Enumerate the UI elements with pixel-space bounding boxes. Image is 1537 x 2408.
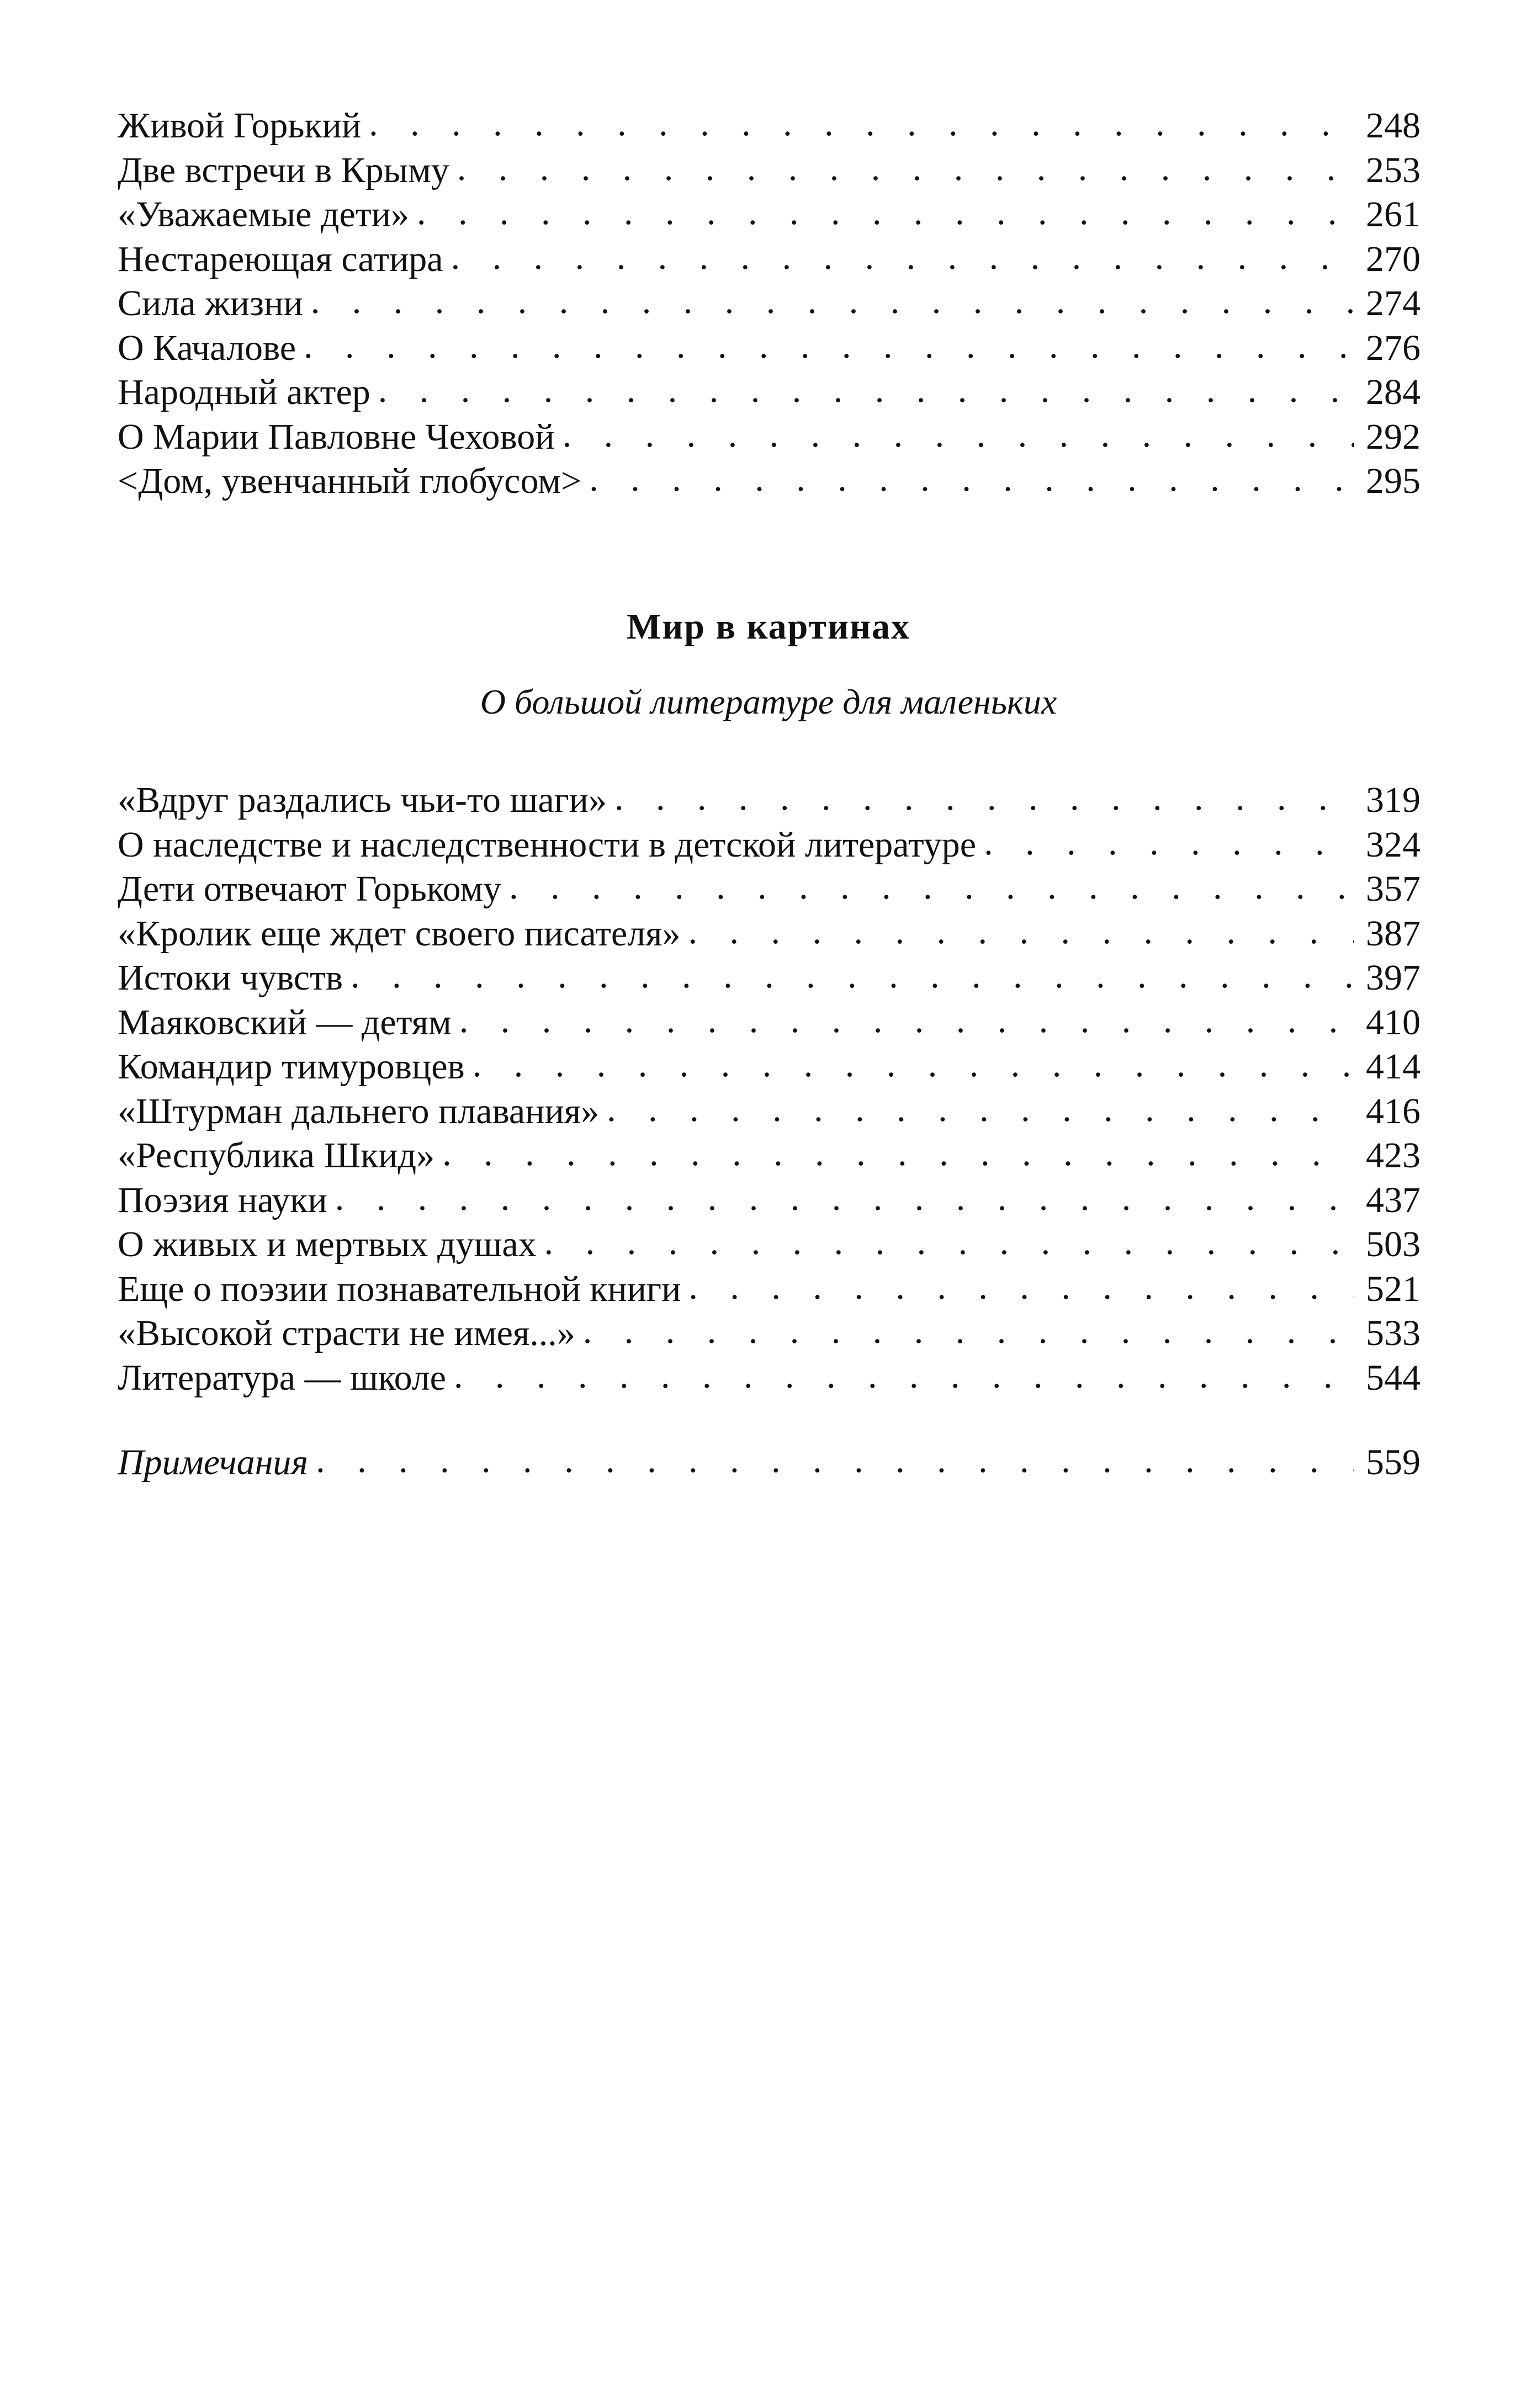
toc-entry-title: Командир тимуровцев [118, 1046, 465, 1087]
dot-leader [544, 1220, 1354, 1264]
toc-entry-title: Истоки чувств [118, 958, 343, 998]
toc-entry [118, 370, 1421, 415]
toc-list-part1 [118, 104, 1421, 504]
toc-entry-page: 387 [1366, 913, 1421, 954]
toc-entry [118, 912, 1421, 956]
toc-entry-notes [118, 1440, 1421, 1485]
toc-entry [118, 326, 1421, 371]
dot-leader [984, 821, 1354, 865]
toc-entry [118, 459, 1421, 504]
dot-leader [451, 235, 1354, 279]
toc-entry [118, 823, 1421, 868]
toc-entry-page: 270 [1366, 238, 1421, 279]
toc-entry-title: «Уважаемые дети» [118, 194, 409, 235]
dot-leader [688, 1265, 1354, 1309]
toc-entry-page: 437 [1366, 1179, 1421, 1220]
toc-entry-title: Две встречи в Крыму [118, 150, 449, 190]
toc-entry-title: Сила жизни [118, 283, 303, 323]
toc-entry-page: 503 [1366, 1224, 1421, 1264]
dot-leader [457, 146, 1354, 190]
dot-leader [311, 279, 1354, 323]
toc-entry-title: Дети отвечают Горькому [118, 869, 502, 909]
dot-leader [614, 776, 1354, 820]
toc-entry [118, 1089, 1421, 1134]
dot-leader [509, 865, 1354, 909]
dot-leader [304, 324, 1354, 368]
toc-entry-page: 544 [1366, 1357, 1421, 1398]
toc-entry [118, 193, 1421, 237]
toc-entry-title: О Марии Павловне Чеховой [118, 416, 555, 457]
toc-notes [118, 1440, 1421, 1485]
dot-leader [607, 1087, 1354, 1131]
toc-entry [118, 1045, 1421, 1089]
toc-entry-page: 521 [1366, 1268, 1421, 1309]
toc-entry-page: 253 [1366, 150, 1421, 190]
toc-entry [118, 1134, 1421, 1178]
toc-entry [118, 415, 1421, 460]
dot-leader [442, 1131, 1354, 1176]
toc-entry-page: 261 [1366, 194, 1421, 235]
toc-entry [118, 1222, 1421, 1267]
dot-leader [417, 190, 1354, 235]
toc-entry-title: Литература — школе [118, 1357, 446, 1398]
toc-entry-title: «Высокой страсти не имея...» [118, 1313, 575, 1353]
toc-entry [118, 956, 1421, 1001]
toc-entry-page: 324 [1366, 824, 1421, 865]
dot-leader [454, 1354, 1354, 1398]
toc-entry-page: 276 [1366, 327, 1421, 368]
toc-entry-page: 416 [1366, 1091, 1421, 1131]
toc-entry [118, 1356, 1421, 1401]
toc-entry-title: О живых и мертвых душах [118, 1224, 537, 1264]
toc-entry-page: 284 [1366, 372, 1421, 412]
dot-leader [563, 413, 1354, 457]
dot-leader [378, 368, 1354, 412]
toc-entry-title: «Республика Шкид» [118, 1135, 435, 1176]
toc-entry-page: 559 [1366, 1442, 1421, 1482]
toc-entry [118, 778, 1421, 823]
toc-entry-page: 397 [1366, 958, 1421, 998]
toc-entry-page: 292 [1366, 416, 1421, 457]
toc-entry-title: Живой Горький [118, 105, 362, 146]
toc-entry [118, 104, 1421, 148]
toc-entry-title: Поэзия науки [118, 1179, 327, 1220]
section-subtitle: О большой литературе для маленьких [480, 682, 1057, 721]
toc-entry [118, 1001, 1421, 1045]
toc-entry [118, 281, 1421, 326]
toc-entry-title: Нестареющая сатира [118, 238, 443, 279]
toc-entry-page: 274 [1366, 283, 1421, 323]
toc-entry-title: <Дом, увенчанный глобусом> [118, 461, 582, 501]
dot-leader [583, 1309, 1354, 1353]
toc-entry [118, 1178, 1421, 1223]
dot-leader [335, 1176, 1354, 1220]
toc-entry-title: «Кролик еще ждет своего писателя» [118, 913, 681, 954]
toc-entry-title: Еще о поэзии познавательной книги [118, 1268, 681, 1309]
dot-leader [589, 457, 1354, 501]
toc-entry-page: 295 [1366, 461, 1421, 501]
toc-entry [118, 867, 1421, 912]
dot-leader [351, 954, 1354, 998]
dot-leader [473, 1043, 1354, 1087]
toc-entry-page: 357 [1366, 869, 1421, 909]
toc-entry-title: Маяковский — детям [118, 1002, 452, 1043]
dot-leader [369, 102, 1354, 146]
toc-entry-page: 533 [1366, 1313, 1421, 1353]
toc-entry-title: Примечания [118, 1442, 309, 1482]
toc-entry-title: Народный актер [118, 372, 370, 412]
toc-entry [118, 237, 1421, 282]
toc-entry-page: 423 [1366, 1135, 1421, 1176]
toc-entry-page: 414 [1366, 1046, 1421, 1087]
toc-entry [118, 1267, 1421, 1312]
toc-entry [118, 1311, 1421, 1356]
toc-entry-page: 410 [1366, 1002, 1421, 1043]
dot-leader [688, 910, 1355, 954]
dot-leader [459, 998, 1354, 1043]
toc-entry [118, 148, 1421, 193]
toc-entry-page: 248 [1366, 105, 1421, 146]
toc-entry-page: 319 [1366, 780, 1421, 820]
dot-leader [316, 1438, 1354, 1482]
section-heading: Мир в картинах [626, 607, 910, 647]
toc-entry-title: «Вдруг раздались чьи-то шаги» [118, 780, 607, 820]
toc-entry-title: О Качалове [118, 327, 296, 368]
toc-entry-title: «Штурман дальнего плавания» [118, 1091, 600, 1131]
toc-list-part2 [118, 778, 1421, 1400]
toc-entry-title: О наследстве и наследственности в детской литературе [118, 824, 977, 865]
